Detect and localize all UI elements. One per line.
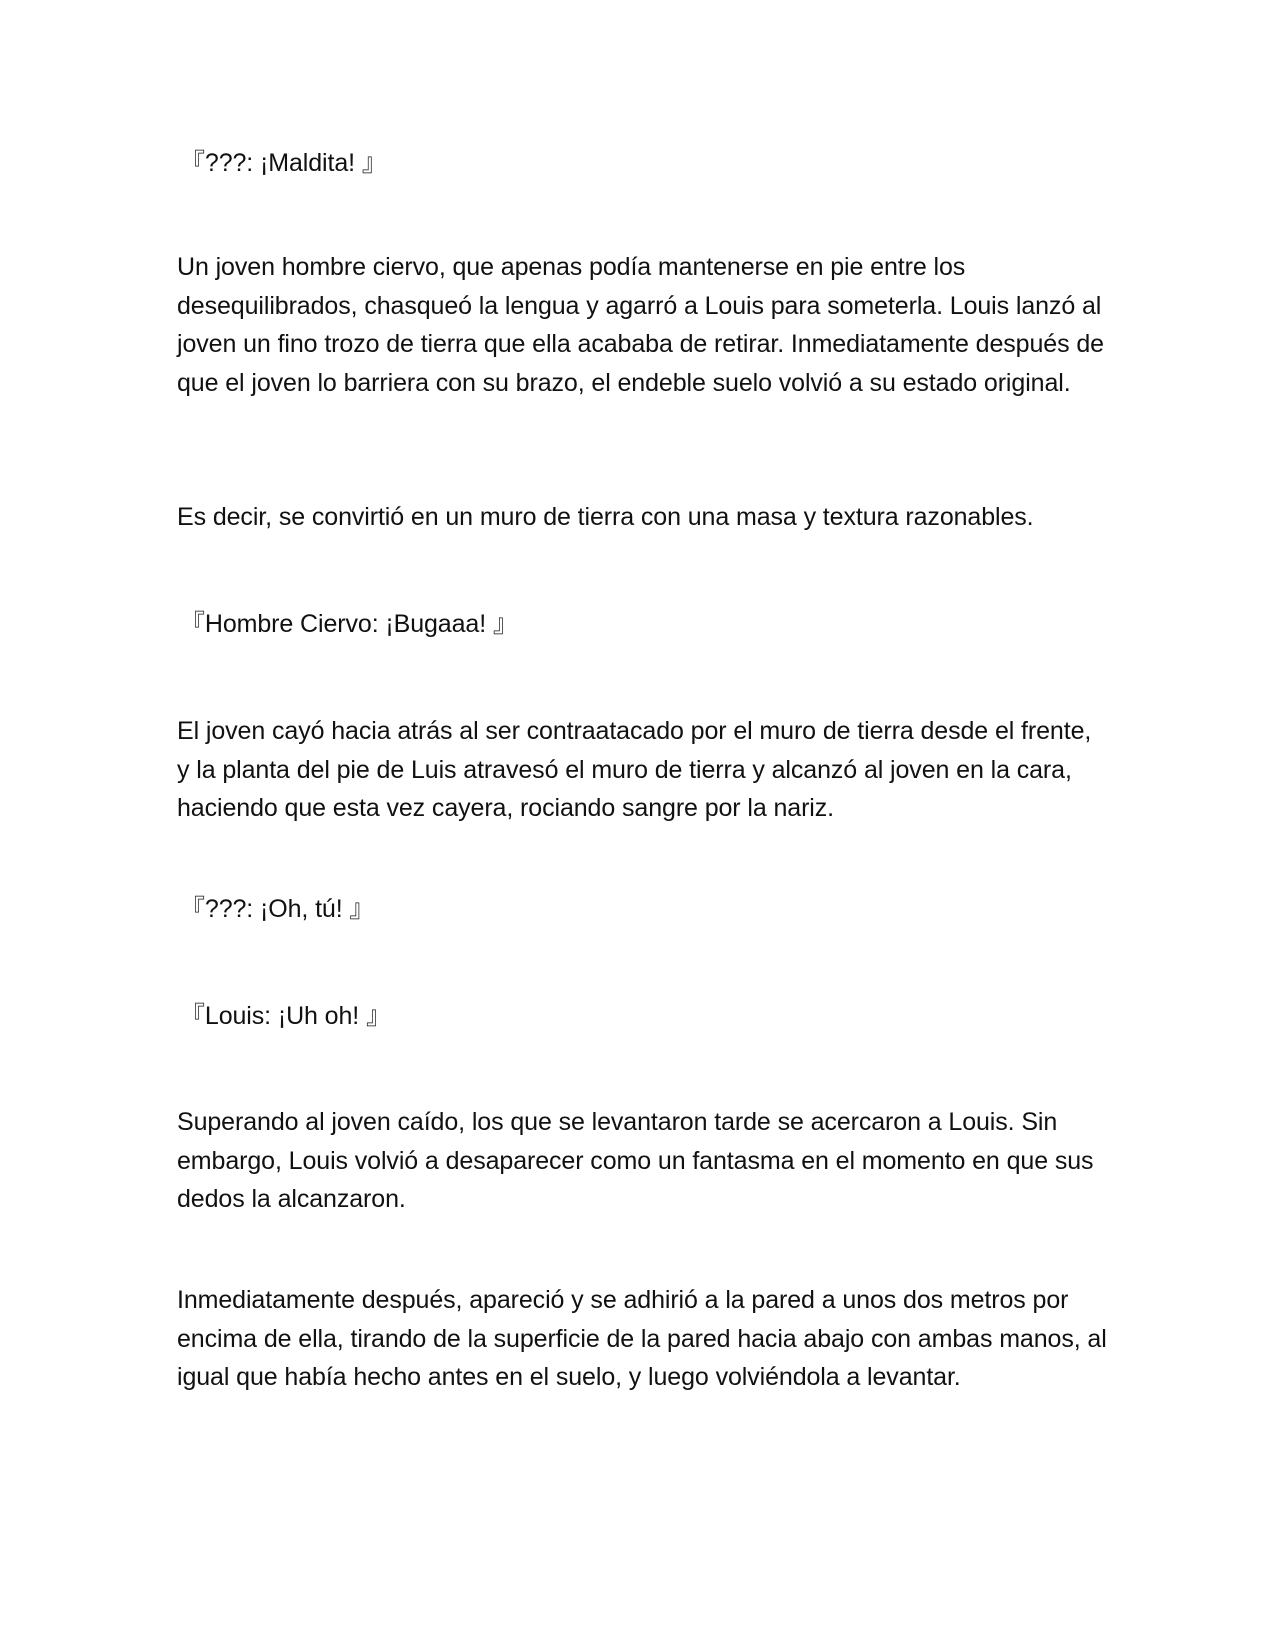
paragraph: Superando al joven caído, los que se levantaron tarde se acercaron a Louis. Sin embargo, Louis volvió a desaparecer como un fantasma en el momento en que sus dedos la alcanzaron. [177, 1108, 1094, 1213]
dialogue-line: 『???: ¡Maldita! 』 [180, 149, 387, 177]
paragraph: Un joven hombre ciervo, que apenas podía mantenerse en pie entre los desequilibrados, chasqueó la lengua y agarró a Louis para someterla. Louis lanzó al joven un fino trozo de tierra que ella acababa de retirar. Inmediatamente después de que el joven lo barriera con su brazo, el endeble suelo volvió a su estado original. [177, 253, 1104, 397]
paragraph: El joven cayó hacia atrás al ser contraatacado por el muro de tierra desde el frente, y la planta del pie de Luis atravesó el muro de tierra y alcanzó al joven en la cara, haciendo que esta vez cayera, rociando sangre por la nariz. [177, 717, 1092, 822]
paragraph: Es decir, se convirtió en un muro de tierra con una masa y textura razonables. [177, 503, 1034, 531]
dialogue-line: 『Louis: ¡Uh oh! 』 [180, 1002, 391, 1030]
dialogue-line: 『Hombre Ciervo: ¡Bugaaa! 』 [180, 610, 518, 638]
paragraph: Inmediatamente después, apareció y se adhirió a la pared a unos dos metros por encima de ella, tirando de la superficie de la pared hacia abajo con ambas manos, al igual que había hecho antes en el suelo, y luego volviéndola a levantar. [177, 1286, 1107, 1391]
dialogue-line: 『???: ¡Oh, tú! 』 [180, 895, 375, 923]
